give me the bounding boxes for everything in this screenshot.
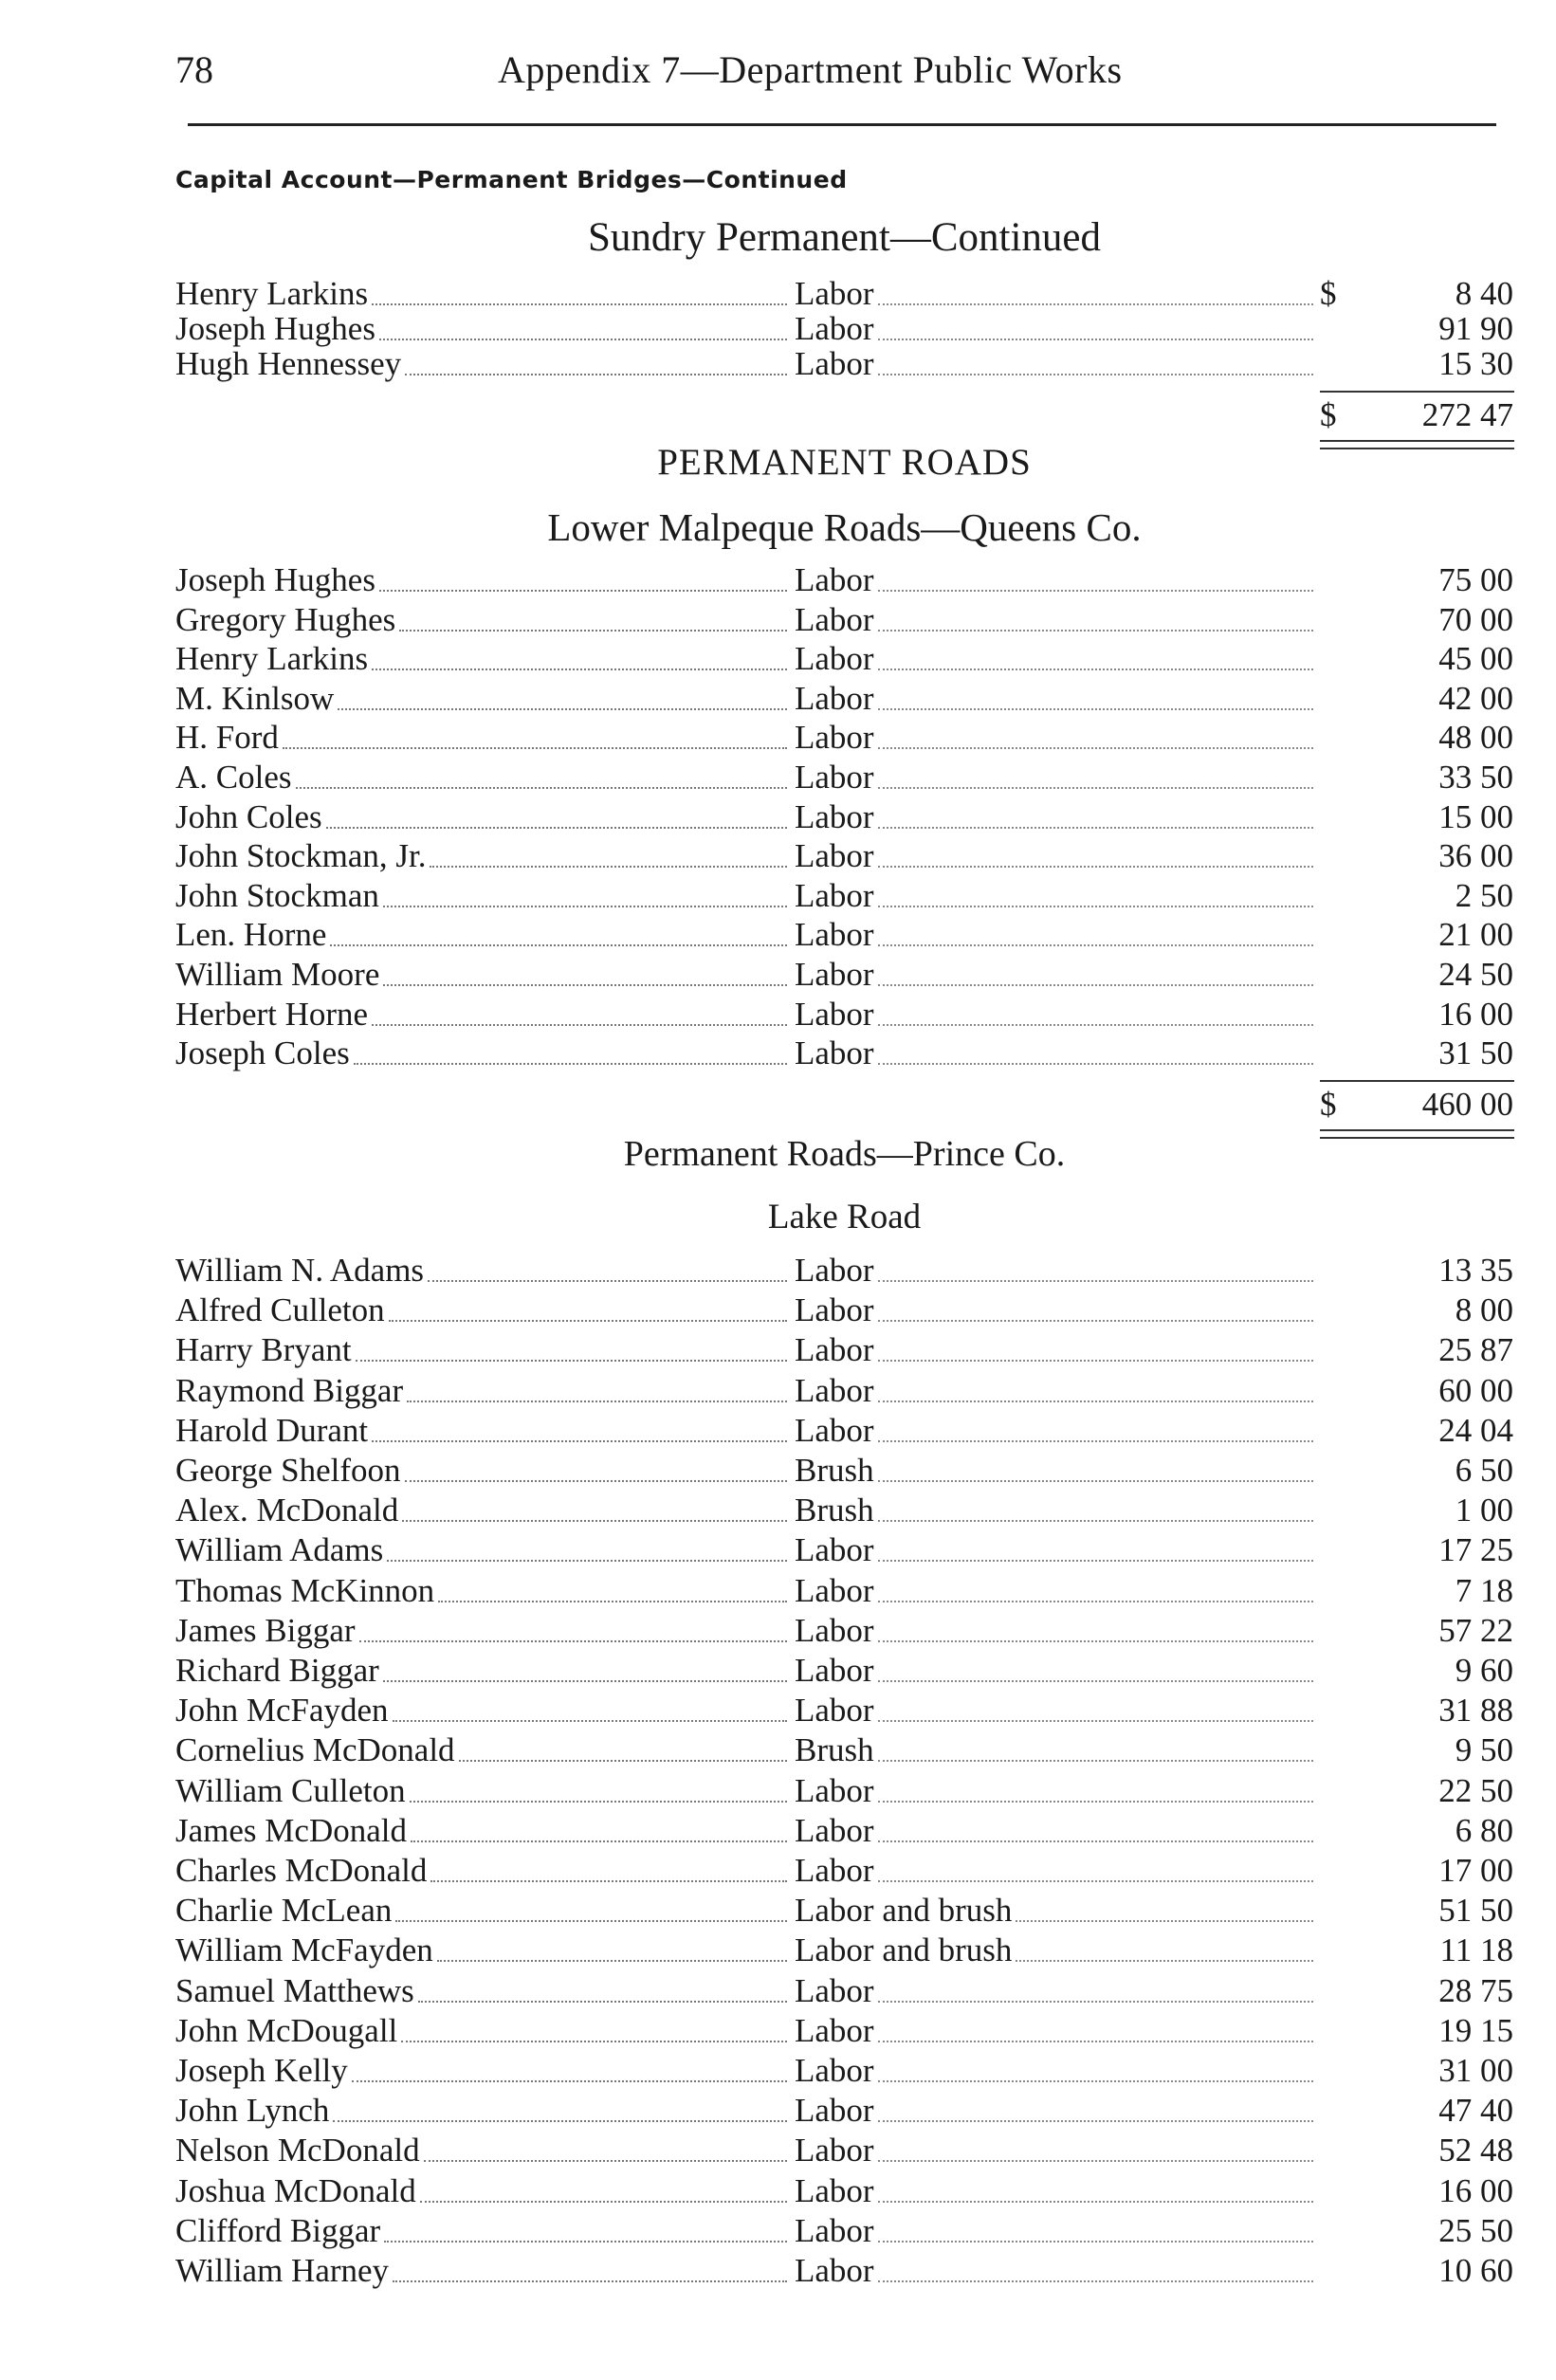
payee-name: Thomas McKinnon	[175, 1571, 435, 1609]
leader-dots	[424, 2160, 787, 2162]
section-total	[0, 1086, 1556, 1127]
payee-name: William Moore	[175, 956, 380, 993]
amount: 31 88	[1438, 1692, 1513, 1730]
leader-dots	[395, 1920, 787, 1922]
leader-dots	[878, 374, 1313, 375]
payee-name: John McDougall	[175, 2011, 398, 2049]
leader-dots	[356, 1360, 787, 1362]
leader-dots	[430, 1880, 787, 1882]
table-row	[0, 1331, 1556, 1369]
leader-dots	[402, 1520, 787, 1522]
amount: 11 18	[1439, 1931, 1513, 1969]
table-row	[0, 996, 1556, 1034]
work-description: Labor	[795, 561, 874, 598]
leader-dots	[878, 2041, 1313, 2042]
work-description: Labor and brush	[795, 1931, 1013, 1969]
leader-dots	[878, 1601, 1313, 1602]
leader-dots	[326, 827, 787, 829]
amount: 9 60	[1455, 1652, 1513, 1689]
work-description: Brush	[795, 1492, 874, 1529]
amount: 6 50	[1455, 1452, 1513, 1489]
table-row	[0, 601, 1556, 639]
leader-dots	[354, 1063, 787, 1065]
leader-dots	[438, 1601, 787, 1602]
table-row	[0, 877, 1556, 915]
table-row	[0, 1252, 1556, 1290]
amount: 7 18	[1455, 1571, 1513, 1609]
leader-dots	[405, 1480, 787, 1482]
work-description: Labor	[795, 2092, 874, 2130]
payee-name: John Stockman, Jr.	[175, 837, 427, 875]
work-description: Labor	[795, 1531, 874, 1569]
leader-dots	[383, 1680, 787, 1682]
work-description: Labor	[795, 876, 874, 914]
page-number: 78	[175, 48, 213, 91]
leader-dots	[418, 2001, 787, 2003]
dollar-sign: $	[1320, 275, 1337, 312]
work-description: Labor	[795, 837, 874, 875]
amount: 33 50	[1438, 759, 1513, 796]
amount: 45 00	[1438, 640, 1513, 678]
leader-dots	[878, 1560, 1313, 1562]
amount: 10 60	[1438, 2252, 1513, 2289]
amount: 8 40	[1455, 275, 1513, 312]
payee-name: Henry Larkins	[175, 275, 369, 312]
amount: 1 00	[1455, 1492, 1513, 1529]
leader-dots	[283, 747, 787, 749]
table-row	[0, 1612, 1556, 1650]
total-rule	[1320, 391, 1514, 393]
table-row	[0, 345, 1556, 383]
leader-dots	[878, 1063, 1313, 1065]
table-row	[0, 1492, 1556, 1529]
table-row	[0, 759, 1556, 796]
work-description: Labor	[795, 797, 874, 835]
work-description: Labor	[795, 1971, 874, 2009]
leader-dots	[878, 630, 1313, 632]
dollar-sign: $	[1320, 1086, 1337, 1123]
work-description: Labor	[795, 2052, 874, 2089]
work-description: Labor	[795, 345, 874, 382]
work-description: Labor	[795, 640, 874, 678]
payee-name: Joseph Hughes	[175, 310, 375, 347]
leader-dots	[878, 1401, 1313, 1402]
payee-name: John McFayden	[175, 1692, 389, 1730]
table-row	[0, 798, 1556, 836]
amount: 57 22	[1438, 1611, 1513, 1649]
leader-dots	[393, 1720, 787, 1722]
leader-dots	[420, 2201, 787, 2203]
payee-name: Charles McDonald	[175, 1852, 428, 1889]
amount: 21 00	[1438, 916, 1513, 954]
amount: 91 90	[1438, 310, 1513, 347]
table-row	[0, 1291, 1556, 1329]
payee-name: William Adams	[175, 1531, 384, 1569]
work-description: Labor	[795, 1034, 874, 1072]
work-description: Labor	[795, 2011, 874, 2049]
amount: 16 00	[1438, 2171, 1513, 2209]
leader-dots	[878, 2160, 1313, 2162]
lake-road-subheading: Lake Road	[767, 1198, 922, 1236]
leader-dots	[878, 303, 1313, 305]
amount: 16 00	[1438, 995, 1513, 1033]
table-row	[0, 680, 1556, 718]
leader-dots	[372, 1024, 787, 1026]
running-title: Appendix 7—Department Public Works	[498, 48, 1123, 91]
payee-name: Raymond Biggar	[175, 1371, 404, 1409]
prince-co-heading: Permanent Roads—Prince Co.	[623, 1134, 1066, 1174]
leader-dots	[1016, 1920, 1313, 1922]
work-description: Labor	[795, 1811, 874, 1849]
lower-malpeque-heading: Lower Malpeque Roads—Queens Co.	[547, 505, 1142, 549]
leader-dots	[878, 2280, 1313, 2282]
leader-dots	[430, 866, 787, 868]
work-description: Labor	[795, 679, 874, 717]
table-row	[0, 1531, 1556, 1569]
table-row	[0, 561, 1556, 599]
amount: 60 00	[1438, 1371, 1513, 1409]
work-description: Labor	[795, 1291, 874, 1329]
table-row	[0, 1692, 1556, 1730]
payee-name: Hugh Hennessey	[175, 345, 402, 382]
page-header	[0, 47, 1556, 104]
capital-account-caption: Capital Account—Permanent Bridges—Continued	[175, 166, 848, 193]
leader-dots	[383, 984, 787, 986]
payee-name: Samuel Matthews	[175, 1971, 414, 2009]
table-row	[0, 1452, 1556, 1490]
work-description: Labor	[795, 916, 874, 954]
total-rule	[1320, 1080, 1514, 1082]
table-row	[0, 1412, 1556, 1450]
work-description: Labor	[795, 1371, 874, 1409]
leader-dots	[878, 1680, 1313, 1682]
amount: 24 50	[1438, 956, 1513, 993]
table-row	[0, 1972, 1556, 2010]
amount: 51 50	[1438, 1892, 1513, 1930]
total-amount: 272 47	[1421, 396, 1513, 433]
payee-name: William Harney	[175, 2252, 390, 2289]
payee-name: William N. Adams	[175, 1252, 425, 1289]
amount: 47 40	[1438, 2092, 1513, 2130]
payee-name: Len. Horne	[175, 916, 327, 954]
amount: 52 48	[1438, 2132, 1513, 2169]
leader-dots	[878, 1840, 1313, 1842]
leader-dots	[878, 1024, 1313, 1026]
leader-dots	[428, 1280, 787, 1282]
work-description: Labor	[795, 2211, 874, 2249]
leader-dots	[333, 2120, 787, 2122]
payee-name: Herbert Horne	[175, 995, 369, 1033]
leader-dots	[878, 1801, 1313, 1803]
work-description: Labor	[795, 2252, 874, 2289]
table-row	[0, 2052, 1556, 2090]
work-description: Labor	[795, 1571, 874, 1609]
amount: 2 50	[1455, 876, 1513, 914]
work-description: Labor	[795, 1771, 874, 1809]
amount: 42 00	[1438, 679, 1513, 717]
amount: 17 25	[1438, 1531, 1513, 1569]
leader-dots	[878, 668, 1313, 670]
work-description: Brush	[795, 1731, 874, 1769]
work-description: Labor	[795, 275, 874, 312]
table-row	[0, 310, 1556, 348]
payee-name: John Coles	[175, 797, 322, 835]
amount: 48 00	[1438, 719, 1513, 757]
amount: 15 00	[1438, 797, 1513, 835]
amount: 31 00	[1438, 2052, 1513, 2089]
payee-name: Nelson McDonald	[175, 2132, 420, 2169]
work-description: Labor	[795, 1411, 874, 1449]
leader-dots	[1016, 1960, 1313, 1962]
amount: 25 87	[1438, 1331, 1513, 1369]
payee-name: H. Ford	[175, 719, 279, 757]
work-description: Labor	[795, 600, 874, 638]
table-row	[0, 2212, 1556, 2250]
leader-dots	[878, 2120, 1313, 2122]
table-row	[0, 956, 1556, 994]
leader-dots	[878, 866, 1313, 868]
work-description: Labor and brush	[795, 1892, 1013, 1930]
payee-name: James Biggar	[175, 1611, 356, 1649]
amount: 8 00	[1455, 1291, 1513, 1329]
table-row	[0, 719, 1556, 757]
leader-dots	[878, 2241, 1313, 2243]
amount: 25 50	[1438, 2211, 1513, 2249]
table-row	[0, 1572, 1556, 1610]
leader-dots	[878, 906, 1313, 907]
leader-dots	[878, 1480, 1313, 1482]
amount: 22 50	[1438, 1771, 1513, 1809]
table-row	[0, 1652, 1556, 1690]
leader-dots	[878, 747, 1313, 749]
dollar-sign: $	[1320, 396, 1337, 433]
table-row	[0, 640, 1556, 678]
leader-dots	[878, 1360, 1313, 1362]
leader-dots	[405, 374, 787, 375]
leader-dots	[384, 2241, 787, 2243]
permanent-roads-heading: PERMANENT ROADS	[657, 442, 1032, 483]
payee-name: William McFayden	[175, 1931, 433, 1969]
leader-dots	[878, 2201, 1313, 2203]
payee-name: Joshua McDonald	[175, 2171, 416, 2209]
work-description: Labor	[795, 956, 874, 993]
amount: 13 35	[1438, 1252, 1513, 1289]
table-row	[0, 2012, 1556, 2050]
table-row	[0, 2092, 1556, 2130]
leader-dots	[379, 590, 787, 592]
leader-dots	[352, 2080, 787, 2082]
leader-dots	[878, 1880, 1313, 1882]
payee-name: George Shelfoon	[175, 1452, 401, 1489]
payee-name: Cornelius McDonald	[175, 1731, 455, 1769]
work-description: Labor	[795, 759, 874, 796]
work-description: Brush	[795, 1452, 874, 1489]
leader-dots	[878, 2080, 1313, 2082]
table-row	[0, 1034, 1556, 1072]
leader-dots	[372, 668, 787, 670]
amount: 6 80	[1455, 1811, 1513, 1849]
table-row	[0, 1892, 1556, 1930]
table-row	[0, 837, 1556, 875]
amount: 9 50	[1455, 1731, 1513, 1769]
work-description: Labor	[795, 1611, 874, 1649]
amount: 70 00	[1438, 600, 1513, 638]
leader-dots	[878, 1520, 1313, 1522]
payee-name: Joseph Coles	[175, 1034, 350, 1072]
leader-dots	[878, 2001, 1313, 2003]
leader-dots	[372, 1440, 787, 1442]
amount: 19 15	[1438, 2011, 1513, 2049]
table-row	[0, 2252, 1556, 2290]
work-description: Labor	[795, 1852, 874, 1889]
payee-name: Harry Bryant	[175, 1331, 352, 1369]
leader-dots	[401, 2041, 787, 2042]
leader-dots	[878, 708, 1313, 710]
leader-dots	[878, 1720, 1313, 1722]
leader-dots	[878, 1280, 1313, 1282]
amount: 17 00	[1438, 1852, 1513, 1889]
payee-name: John Lynch	[175, 2092, 330, 2130]
payee-name: Charlie McLean	[175, 1892, 393, 1930]
payee-name: Gregory Hughes	[175, 600, 396, 638]
leader-dots	[411, 1840, 787, 1842]
section-total	[0, 396, 1556, 438]
leader-dots	[878, 590, 1313, 592]
leader-dots	[878, 1760, 1313, 1762]
payee-name: John Stockman	[175, 876, 379, 914]
leader-dots	[878, 1320, 1313, 1322]
leader-dots	[372, 303, 787, 305]
leader-dots	[878, 787, 1313, 789]
leader-dots	[410, 1801, 787, 1803]
payee-name: James McDonald	[175, 1811, 407, 1849]
leader-dots	[407, 1401, 787, 1402]
payee-name: Alex. McDonald	[175, 1492, 399, 1529]
leader-dots	[389, 1320, 787, 1322]
leader-dots	[393, 2280, 787, 2282]
table-row	[0, 1772, 1556, 1810]
table-row	[0, 1852, 1556, 1890]
leader-dots	[359, 1640, 787, 1642]
leader-dots	[383, 906, 787, 907]
header-rule	[188, 123, 1496, 126]
amount: 36 00	[1438, 837, 1513, 875]
work-description: Labor	[795, 719, 874, 757]
leader-dots	[878, 944, 1313, 946]
table-row	[0, 1731, 1556, 1769]
leader-dots	[878, 339, 1313, 340]
payee-name: William Culleton	[175, 1771, 406, 1809]
payee-name: Richard Biggar	[175, 1652, 379, 1689]
amount: 31 50	[1438, 1034, 1513, 1072]
table-row	[0, 1372, 1556, 1410]
work-description: Labor	[795, 995, 874, 1033]
leader-dots	[878, 827, 1313, 829]
leader-dots	[437, 1960, 787, 1962]
leader-dots	[338, 708, 787, 710]
payee-name: Harold Durant	[175, 1411, 369, 1449]
sundry-heading: Sundry Permanent—Continued	[587, 215, 1102, 260]
payee-name: M. Kinlsow	[175, 679, 335, 717]
payee-name: Alfred Culleton	[175, 1291, 385, 1329]
payee-name: Clifford Biggar	[175, 2211, 381, 2249]
work-description: Labor	[795, 1692, 874, 1730]
amount: 15 30	[1438, 345, 1513, 382]
leader-dots	[330, 944, 787, 946]
total-amount: 460 00	[1421, 1086, 1513, 1123]
leader-dots	[459, 1760, 787, 1762]
table-row	[0, 275, 1556, 313]
work-description: Labor	[795, 2171, 874, 2209]
amount: 75 00	[1438, 561, 1513, 598]
payee-name: Henry Larkins	[175, 640, 369, 678]
table-row	[0, 1812, 1556, 1850]
work-description: Labor	[795, 1252, 874, 1289]
work-description: Labor	[795, 1331, 874, 1369]
table-row	[0, 2132, 1556, 2169]
table-row	[0, 916, 1556, 954]
payee-name: A. Coles	[175, 759, 292, 796]
payee-name: Joseph Kelly	[175, 2052, 348, 2089]
payee-name: Joseph Hughes	[175, 561, 375, 598]
leader-dots	[379, 339, 787, 340]
work-description: Labor	[795, 2132, 874, 2169]
leader-dots	[296, 787, 787, 789]
amount: 24 04	[1438, 1411, 1513, 1449]
leader-dots	[878, 984, 1313, 986]
leader-dots	[399, 630, 787, 632]
amount: 28 75	[1438, 1971, 1513, 2009]
table-row	[0, 1931, 1556, 1969]
work-description: Labor	[795, 310, 874, 347]
table-row	[0, 2172, 1556, 2210]
leader-dots	[878, 1640, 1313, 1642]
leader-dots	[387, 1560, 787, 1562]
leader-dots	[878, 1440, 1313, 1442]
work-description: Labor	[795, 1652, 874, 1689]
